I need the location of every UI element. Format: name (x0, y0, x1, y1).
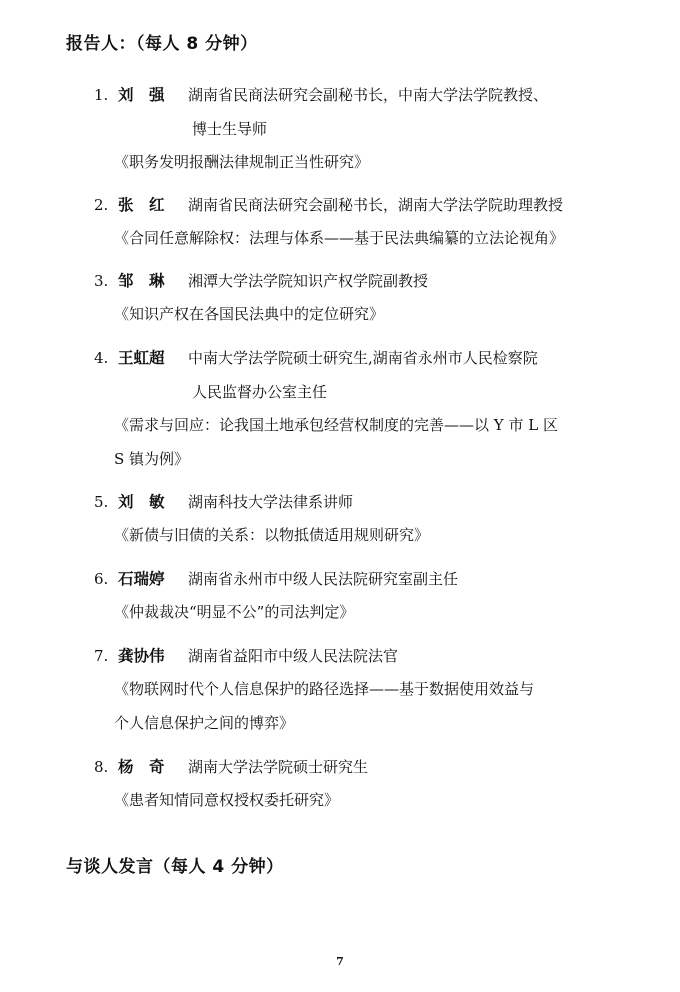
report-title: 《患者知情同意权授权委托研究》 (114, 791, 340, 809)
speaker-affiliation-continued: 博士生导师 (192, 120, 268, 138)
report-title: 《新债与旧债的关系：以物抵债适用规则研究》 (114, 526, 430, 544)
page-number: 7 (336, 955, 344, 968)
speaker-affiliation: 中南大学法学院硕士研究生,湖南省永州市人民检察院 (188, 349, 538, 367)
speaker-name: 刘 强 (118, 86, 165, 104)
speaker-number: 4. (94, 349, 109, 367)
speaker-affiliation: 湖南省民商法研究会副秘书长，中南大学法学院教授、 (188, 86, 549, 104)
report-title: 《职务发明报酬法律规制正当性研究》 (114, 153, 370, 171)
report-title-continued: 个人信息保护之间的博弈》 (114, 714, 295, 732)
speaker-affiliation: 湖南大学法学院硕士研究生 (188, 758, 369, 776)
report-title: 《物联网时代个人信息保护的路径选择——基于数据使用效益与 (114, 680, 535, 698)
speaker-name: 张 红 (118, 196, 165, 214)
speaker-name: 石瑞婷 (118, 570, 165, 588)
speaker-name: 刘 敏 (118, 493, 165, 511)
speaker-affiliation: 湖南省民商法研究会副秘书长，湖南大学法学院助理教授 (188, 196, 564, 214)
speaker-affiliation-continued: 人民监督办公室主任 (192, 383, 328, 401)
speaker-name: 杨 奇 (118, 758, 165, 776)
reporters-heading: 报告人：（每人 8 分钟） (66, 34, 258, 54)
speaker-number: 5. (94, 493, 109, 511)
speaker-number: 1. (94, 86, 109, 104)
report-title: 《需求与回应：论我国土地承包经营权制度的完善——以 Y 市 L 区 (114, 416, 558, 434)
report-title-continued: S 镇为例》 (114, 450, 190, 468)
speaker-affiliation: 湖南省益阳市中级人民法院法官 (188, 647, 399, 665)
speaker-number: 3. (94, 272, 109, 290)
report-title: 《仲裁裁决“明显不公”的司法判定》 (114, 603, 355, 621)
discussants-heading: 与谈人发言（每人 4 分钟） (66, 857, 284, 877)
report-title: 《合同任意解除权：法理与体系——基于民法典编纂的立法论视角》 (114, 229, 565, 247)
report-title: 《知识产权在各国民法典中的定位研究》 (114, 305, 385, 323)
speaker-name: 龚协伟 (118, 647, 165, 665)
speaker-number: 7. (94, 647, 109, 665)
speaker-number: 6. (94, 570, 109, 588)
speaker-affiliation: 湖南科技大学法律系讲师 (188, 493, 354, 511)
speaker-name: 邹 琳 (118, 272, 165, 290)
speaker-number: 8. (94, 758, 109, 776)
speaker-affiliation: 湘潭大学法学院知识产权学院副教授 (188, 272, 429, 290)
speaker-affiliation: 湖南省永州市中级人民法院研究室副主任 (188, 570, 459, 588)
speaker-name: 王虹超 (118, 349, 165, 367)
speaker-number: 2. (94, 196, 109, 214)
